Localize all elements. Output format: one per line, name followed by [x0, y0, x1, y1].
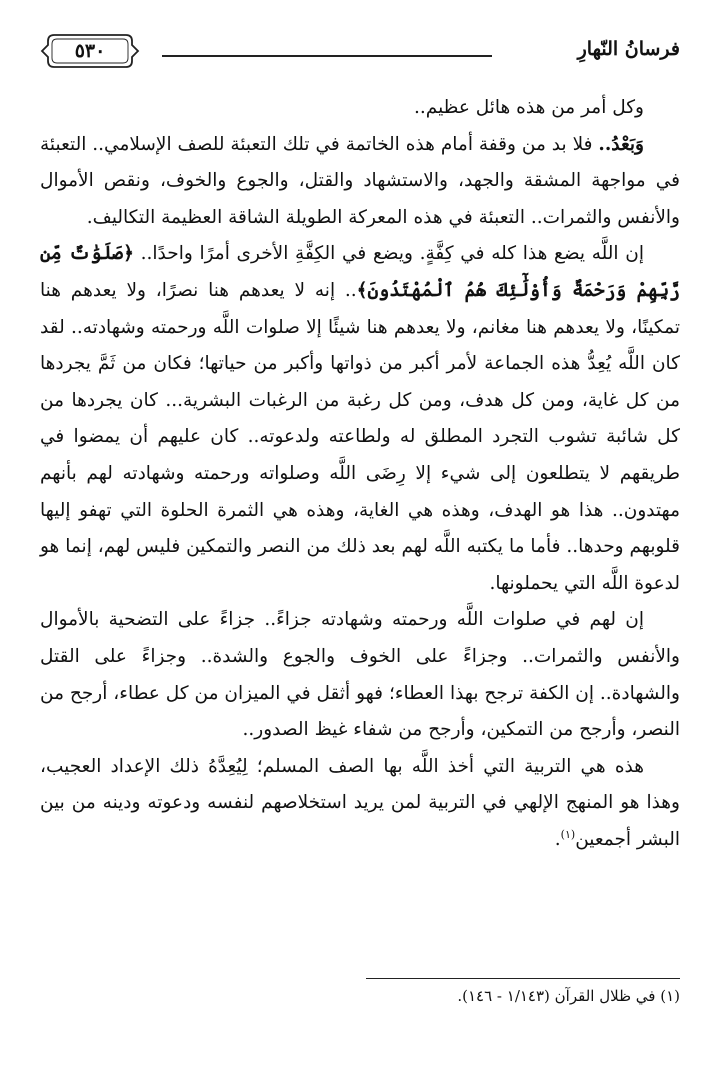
running-book-title: فرسانُ النّهارِ — [577, 38, 680, 60]
header-rule — [162, 55, 492, 57]
paragraph-3 — [40, 236, 680, 602]
footnote: (١) في ظلال القرآن (١/١٤٣ - ١٤٦). — [457, 987, 680, 1005]
paragraph-1: وكل أمر من هذه هائل عظيم.. — [414, 97, 644, 118]
body-text — [40, 90, 680, 858]
quran-verse: ﴿صَلَوَٰتٌ مِّن رَّبِّهِمْ وَرَحْمَةٌ وَأُوْلَٰٓئِكَ هُمُ ٱلْمُهْتَدُونَ﴾ — [40, 243, 680, 301]
paragraph-2-lead: وَبَعْدُ.. — [598, 133, 644, 155]
footnote-rule — [366, 978, 680, 979]
paragraph-3-text: .. إنه لا يعدهم هنا نصرًا، ولا يعدهم هنا تمكينًا، ولا يعدهم هنا مغانم، ولا يعدهم هنا شيئًا إلا صلوات اللَّه ورحمته وشهادته.. لقد كان اللَّه يُعِدُّ هذه الجماعة لأمر أكبر من ذواتها وأكبر من حياتها؛ فكان من ثَمَّ يجردها من كل غاية، ومن كل هدف، ومن كل رغبة من الرغبات البشرية... كان يجردها من كل شائبة تشوب التجرد المطلق له ولطاعته ولدعوته.. كان عليهم أن يمضوا في طريقهم لا يتطلعون إلى شيء إلا رِضَى اللَّه وصلواته ورحمته وشهادته لهم بأنهم مهتدون.. هذا هو الهدف، وهذه هي الغاية، وهذه هي الثمرة الحلوة التي تهفو إليها قلوبهم وحدها.. فأما ما يكتبه اللَّه لهم بعد ذلك من النصر والتمكين فليس لهم، إنما هو لدعوة اللَّه التي يحملونها. — [40, 279, 680, 594]
paragraph-2 — [40, 127, 680, 237]
page-number-frame — [40, 32, 140, 70]
paragraph-5-end: . — [554, 828, 561, 850]
page-number: ٥٣٠ — [74, 40, 106, 62]
paragraph-4: إن لهم في صلوات اللَّه ورحمته وشهادته جزاءً.. جزاءً على التضحية بالأموال والأنفس والثمرات.. وجزاءً على الخوف والجوع والشدة.. وجزاءً على القتل والشهادة.. إن الكفة ترجح بهذا العطاء؛ فهو أثقل في الميزان من كل عطاء، أرجح من النصر، وأرجح من التمكين، وأرجح من شفاء غيظ الصدور.. — [40, 609, 680, 741]
paragraph-5 — [40, 749, 680, 859]
paragraph-3-start: إن اللَّه يضع هذا كله في كِفَّةٍ. ويضع في الكِفَّةِ الأخرى أمرًا واحدًا.. — [140, 243, 644, 265]
paragraph-5-text: هذه هي التربية التي أخذ اللَّه بها الصف المسلم؛ لِيُعِدَّهُ ذلك الإعداد العجيب، وهذا هو المنهج الإلهي في التربية لمن يريد استخلاصهم لنفسه ودعوته ودينه من بين البشر أجمعين — [40, 755, 680, 850]
page-header — [40, 30, 680, 74]
footnote-reference[interactable]: (١) — [560, 827, 576, 841]
paragraph-2-text: فلا بد من وقفة أمام هذه الخاتمة في تلك التعبئة للصف الإسلامي.. التعبئة في مواجهة المشقة والجهد، والاستشهاد والقتل، والجوع والخوف، ونقص الأموال والأنفس والثمرات.. التعبئة في هذه المعركة الطويلة الشاقة العظيمة التكاليف. — [40, 133, 680, 228]
